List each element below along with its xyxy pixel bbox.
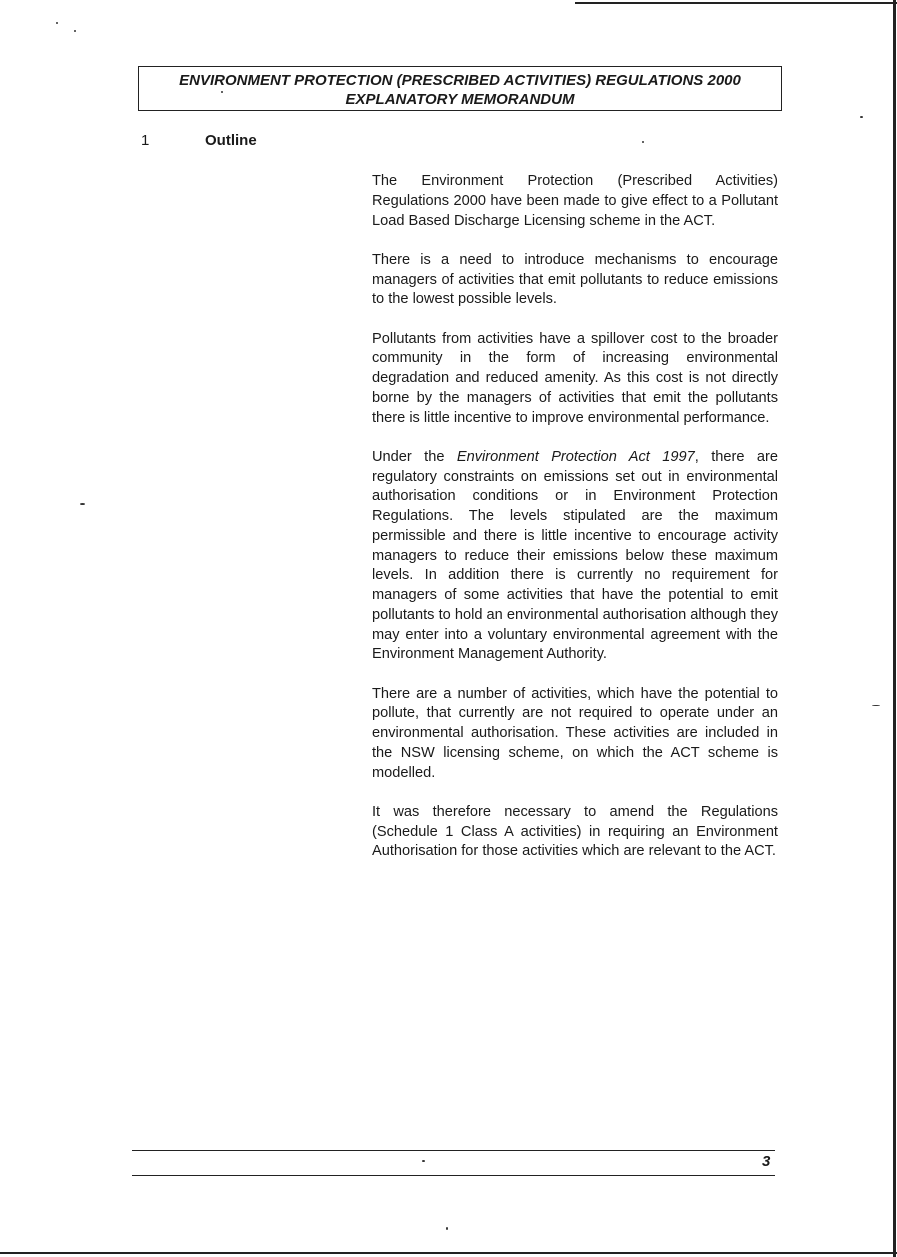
body-text — [372, 172, 778, 882]
paragraph-4-body: , there are regulatory constraints on emissions set out in environmental authorisation conditions or in Environment Protection Regulations. The levels stipulated are the maximum permissible and there is little incentive to encourage activity managers to reduce their emissions below these maximum levels. In addition there is currently no requirement for managers of some activities that have the potential to emit pollutants to hold an environmental authorisation although they may enter into a voluntary environmental agreement with the Environment Management Authority. — [372, 448, 778, 663]
header-title: ENVIRONMENT PROTECTION (PRESCRIBED ACTIVITIES) REGULATIONS 2000 — [179, 72, 741, 89]
act-title: Environment Protection Act 1997 — [456, 448, 695, 465]
scan-speck — [80, 503, 85, 505]
paragraph-4 — [372, 448, 778, 665]
scan-speck — [642, 141, 644, 143]
scan-edge-right — [893, 0, 896, 1257]
scan-speck — [422, 1160, 425, 1162]
scan-speck — [446, 1227, 448, 1230]
scan-speck — [56, 22, 58, 24]
paragraph-4-lead: Under the — [372, 448, 457, 465]
scan-speck — [860, 116, 863, 118]
paragraph-6: It was therefore necessary to amend the Regulations (Schedule 1 Class A activities) in requiring an Environment Authorisation for those activities which are relevant to the ACT. — [372, 803, 778, 860]
scan-edge-bottom — [0, 1252, 897, 1254]
paragraph-2: There is a need to introduce mechanisms to encourage managers of activities that emit pollutants to reduce emissions to the lowest possible levels. — [372, 251, 778, 308]
paragraph-3: Pollutants from activities have a spillover cost to the broader community in the form of increasing environmental degradation and reduced amenity. As this cost is not directly borne by the managers of activities that emit the pollutants there is little incentive to improve environmental performance. — [372, 330, 778, 426]
scan-speck — [872, 705, 880, 706]
page-number: 3 — [762, 1153, 771, 1170]
section-title: Outline — [205, 132, 257, 149]
footer-rule-bottom — [132, 1175, 775, 1176]
header-subtitle: EXPLANATORY MEMORANDUM — [345, 91, 575, 108]
scan-edge-top — [575, 2, 897, 4]
section-number: 1 — [141, 132, 150, 149]
scan-speck — [221, 91, 223, 93]
document-header — [138, 66, 782, 111]
footer-rule-top — [132, 1150, 775, 1151]
paragraph-1: The Environment Protection (Prescribed Activities) Regulations 2000 have been made to give effect to a Pollutant Load Based Discharge Licensing scheme in the ACT. — [372, 173, 778, 229]
paragraph-5: There are a number of activities, which have the potential to pollute, that currently are not required to operate under an environmental authorisation. These activities are included in the NSW licensing scheme, on which the ACT scheme is modelled. — [372, 685, 778, 781]
scan-speck — [74, 30, 76, 32]
